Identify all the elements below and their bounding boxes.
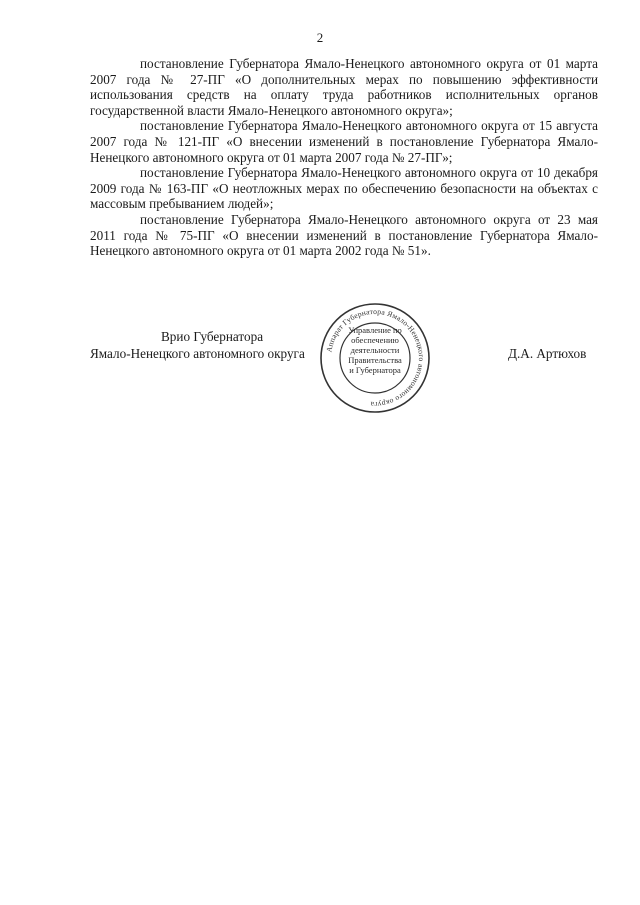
signatory-position: Врио Губернатора (161, 329, 264, 344)
decree-paragraph-4: постановление Губернатора Ямало-Ненецкого автономного округа от 23 мая 2011 года № 75-ПГ «О внесении изменений в постановление Губернатора Ямало-Ненецкого автономного округа от 01 марта 2002 года № 51». (90, 211, 598, 259)
page-number: 2 (316, 30, 324, 45)
seal-center-text: Управление по обеспечению деятельности Правительства и Губернатора (348, 325, 402, 375)
seal-ring-text: Аппарат Губернатора Ямало-Ненецкого автономного округа (324, 306, 427, 410)
decree-paragraph-1: постановление Губернатора Ямало-Ненецкого автономного округа от 01 марта 2007 года № 27-ПГ «О дополнительных мерах по повышению эффективности использования средств на оплату труда работников исполнительных органов государственной власти Ямало-Ненецкого автономного округа»; (90, 56, 598, 118)
decree-paragraph-2: постановление Губернатора Ямало-Ненецкого автономного округа от 15 августа 2007 года № 121-ПГ «О внесении изменений в постановление Губернатора Ямало-Ненецкого автономного округа от 01 марта 2007 года № 27-ПГ»; (90, 118, 598, 165)
signatory-region: Ямало-Ненецкого автономного округа (90, 346, 305, 361)
signatory-name: Д.А. Артюхов (508, 346, 587, 361)
decree-paragraph-3: постановление Губернатора Ямало-Ненецкого автономного округа от 10 декабря 2009 года № 163-ПГ «О неотложных мерах по обеспечению безопасности на объектах с массовым пребыванием людей»; (90, 165, 598, 212)
document-body (90, 56, 598, 259)
